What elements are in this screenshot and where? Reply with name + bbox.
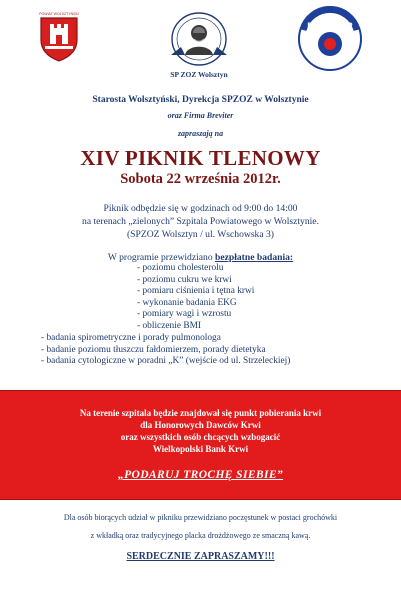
program-highlight: bezpłatne badania:: [215, 252, 294, 263]
banner-line-1: Na terenie szpitala będzie znajdował się punkt pobierania krwi: [79, 408, 322, 418]
shield-icon: [39, 16, 79, 62]
invite-line: zapraszają na: [177, 129, 224, 138]
location-line: na terenach „zielonych” Szpitala Powiatowego w Wolsztynie.: [82, 216, 319, 227]
breviter-logo: [297, 6, 363, 72]
additional-tests-list: [41, 333, 290, 368]
portrait-medallion-icon: [163, 11, 235, 67]
closing-invitation: SERDECZNIE ZAPRASZAMY!!!: [126, 551, 275, 562]
county-logo-caption: POWIAT WOLSZTYŃSKI: [39, 12, 79, 16]
free-tests-list: [137, 263, 254, 333]
event-title: XIV PIKNIK TLENOWY: [80, 146, 321, 170]
list-item: - wykonanie badania EKG: [137, 297, 237, 308]
refreshments-line-1: Dla osób biorących udział w pikniku przewidziano poczęstunek w postaci grochówki: [63, 513, 338, 522]
list-item: - poziomu cukru we krwi: [137, 274, 232, 285]
program-intro: W programie przewidziano: [107, 252, 213, 263]
breviter-logo-text: BREVITER: [307, 21, 353, 31]
list-item: - badania cytologiczne w poradni „K” (wejście od ul. Strzeleckiej): [41, 356, 291, 367]
list-item: - badania spirometryczne i porady pulmonologa: [41, 333, 221, 343]
hospital-logo: [163, 11, 235, 79]
event-date: Sobota 22 września 2012r.: [120, 171, 281, 187]
banner-line-4: Wielkopolski Bank Krwi: [152, 444, 249, 454]
county-coat-of-arms-logo: [39, 12, 79, 67]
address-line: (SPZOZ Wolsztyn / ul. Wschowska 3): [126, 229, 275, 240]
banner-line-2: dla Honorowych Dawców Krwi: [140, 420, 261, 430]
banner-line-3: oraz wszystkich osób chcących wzbogacić: [120, 432, 281, 442]
list-item: - poziomu cholesterolu: [137, 263, 224, 273]
banner-slogan: „PODARUJ TROCHĘ SIEBIE”: [117, 469, 284, 481]
blood-donation-banner: [0, 390, 401, 500]
list-item: - pomiaru ciśnienia i tętna krwi: [137, 286, 255, 297]
refreshments-line-2: z wkładką oraz tradycyjnego placka drożdżowego ze smaczną kawą.: [90, 531, 311, 540]
program-heading: [0, 252, 401, 263]
co-organizer-line: oraz Firma Breviter: [167, 111, 234, 120]
list-item: - obliczenie BMI: [137, 320, 202, 331]
hours-line: Piknik odbędzie się w godzinach od 9:00 do 14:00: [103, 203, 298, 214]
target-roundel-icon: [297, 6, 363, 72]
list-item: - badanie poziomu tłuszczu fałdomierzem, porady dietetyka: [41, 344, 266, 355]
organizers-line: Starosta Wolsztyński, Dyrekcja SPZOZ w Wolsztynie: [92, 95, 309, 105]
list-item: - pomiary wagi i wzrostu: [137, 309, 232, 320]
hospital-logo-caption: SP ZOZ Wolsztyn: [170, 70, 228, 79]
